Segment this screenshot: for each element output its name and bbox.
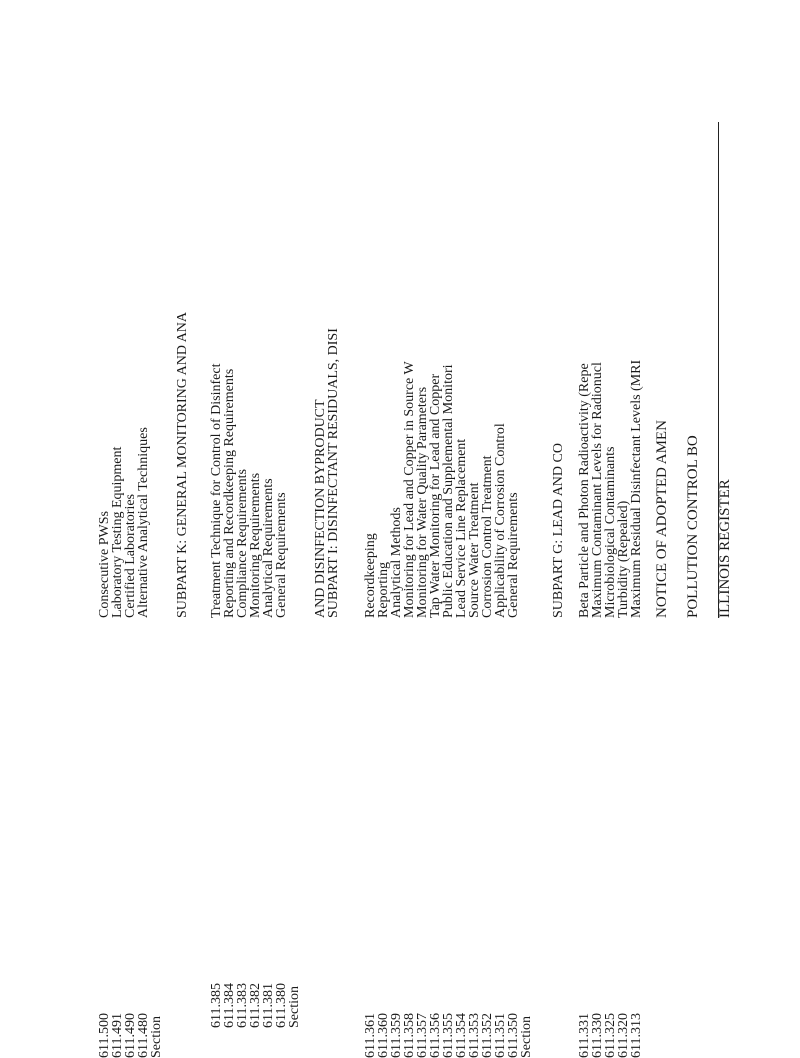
section-title: Alternative Analytical Techniques bbox=[136, 427, 151, 618]
section-title: Monitoring Requirements bbox=[248, 472, 263, 618]
section-title: Source Water Treatment bbox=[467, 482, 482, 618]
subpart-i-heading: SUBPART I: DISINFECTANT RESIDUALS, DISI bbox=[326, 328, 341, 618]
section-title: Monitoring for Water Quality Parameters bbox=[415, 386, 430, 618]
section-title: Reporting and Recordkeeping Requirements bbox=[222, 368, 237, 618]
section-number: 611.380 bbox=[274, 983, 289, 1028]
section-title: Lead Service Line Replacement bbox=[454, 438, 469, 618]
section-title: Consecutive PWSs bbox=[97, 511, 112, 618]
section-number: 611.352 bbox=[480, 1013, 495, 1058]
section-title: General Requirements bbox=[274, 492, 289, 618]
section-number: 611.351 bbox=[493, 1013, 508, 1058]
section-title: Beta Particle and Photon Radioactivity (Repe bbox=[577, 363, 592, 618]
section-number: 611.382 bbox=[248, 983, 263, 1028]
section-column-label: Section bbox=[149, 1016, 164, 1058]
section-title: Analytical Methods bbox=[389, 507, 404, 618]
section-title: Laboratory Testing Equipment bbox=[110, 446, 125, 618]
section-number: 611.330 bbox=[590, 1013, 605, 1058]
section-number: 611.359 bbox=[389, 1013, 404, 1058]
section-title: Microbiological Contaminants bbox=[603, 446, 618, 618]
section-title: Turbidity (Repealed) bbox=[616, 500, 631, 618]
section-number: 611.490 bbox=[123, 1013, 138, 1058]
section-number: 611.500 bbox=[97, 1013, 112, 1058]
subpart-k-heading: SUBPART K: GENERAL MONITORING AND ANA bbox=[175, 311, 190, 618]
section-title: Tap Water Monitoring for Lead and Copper bbox=[428, 373, 443, 618]
section-number: 611.350 bbox=[506, 1013, 521, 1058]
section-number: 611.381 bbox=[261, 983, 276, 1028]
section-title: Compliance Requirements bbox=[235, 469, 250, 618]
agency-line: POLLUTION CONTROL BO bbox=[685, 435, 701, 618]
section-number: 611.357 bbox=[415, 1013, 430, 1058]
section-column-label: Section bbox=[519, 1016, 534, 1058]
section-number: 611.313 bbox=[629, 1013, 644, 1058]
section-number: 611.385 bbox=[209, 983, 224, 1028]
section-title: Maximum Contaminant Levels for Radionucl bbox=[590, 362, 605, 618]
section-number: 611.361 bbox=[363, 1013, 378, 1058]
section-number: 611.491 bbox=[110, 1013, 125, 1058]
section-title: Recordkeeping bbox=[363, 533, 378, 618]
section-title: Certified Laboratories bbox=[123, 493, 138, 618]
section-title: Maximum Residual Disinfectant Levels (MRI bbox=[629, 359, 644, 618]
section-title: Corrosion Control Treatment bbox=[480, 455, 495, 618]
section-number: 611.384 bbox=[222, 983, 237, 1028]
subpart-i-heading-line2: AND DISINFECTION BYPRODUCT bbox=[313, 399, 328, 618]
section-number: 611.358 bbox=[402, 1013, 417, 1058]
section-number: 611.331 bbox=[577, 1013, 592, 1058]
section-number: 611.356 bbox=[428, 1013, 443, 1058]
section-number: 611.360 bbox=[376, 1013, 391, 1058]
section-title: Analytical Requirements bbox=[261, 478, 276, 618]
section-number: 611.480 bbox=[136, 1013, 151, 1058]
section-title: Public Education and Supplemental Monitori bbox=[441, 364, 456, 618]
section-number: 611.383 bbox=[235, 983, 250, 1028]
section-column-label: Section bbox=[287, 986, 302, 1028]
section-number: 611.353 bbox=[467, 1013, 482, 1058]
subpart-g-heading: SUBPART G: LEAD AND CO bbox=[551, 443, 566, 618]
register-title: ILLINOIS REGISTER bbox=[717, 479, 733, 618]
section-number: 611.325 bbox=[603, 1013, 618, 1058]
section-number: 611.320 bbox=[616, 1013, 631, 1058]
section-number: 611.354 bbox=[454, 1013, 469, 1058]
section-number: 611.355 bbox=[441, 1013, 456, 1058]
section-title: General Requirements bbox=[506, 492, 521, 618]
section-title: Monitoring for Lead and Copper in Source W bbox=[402, 361, 417, 618]
section-title: Applicability of Corrosion Control bbox=[493, 423, 508, 618]
notice-line: NOTICE OF ADOPTED AMEN bbox=[654, 420, 670, 618]
section-title: Treatment Technique for Control of Disinfect bbox=[209, 363, 224, 618]
section-title: Reporting bbox=[376, 562, 391, 618]
